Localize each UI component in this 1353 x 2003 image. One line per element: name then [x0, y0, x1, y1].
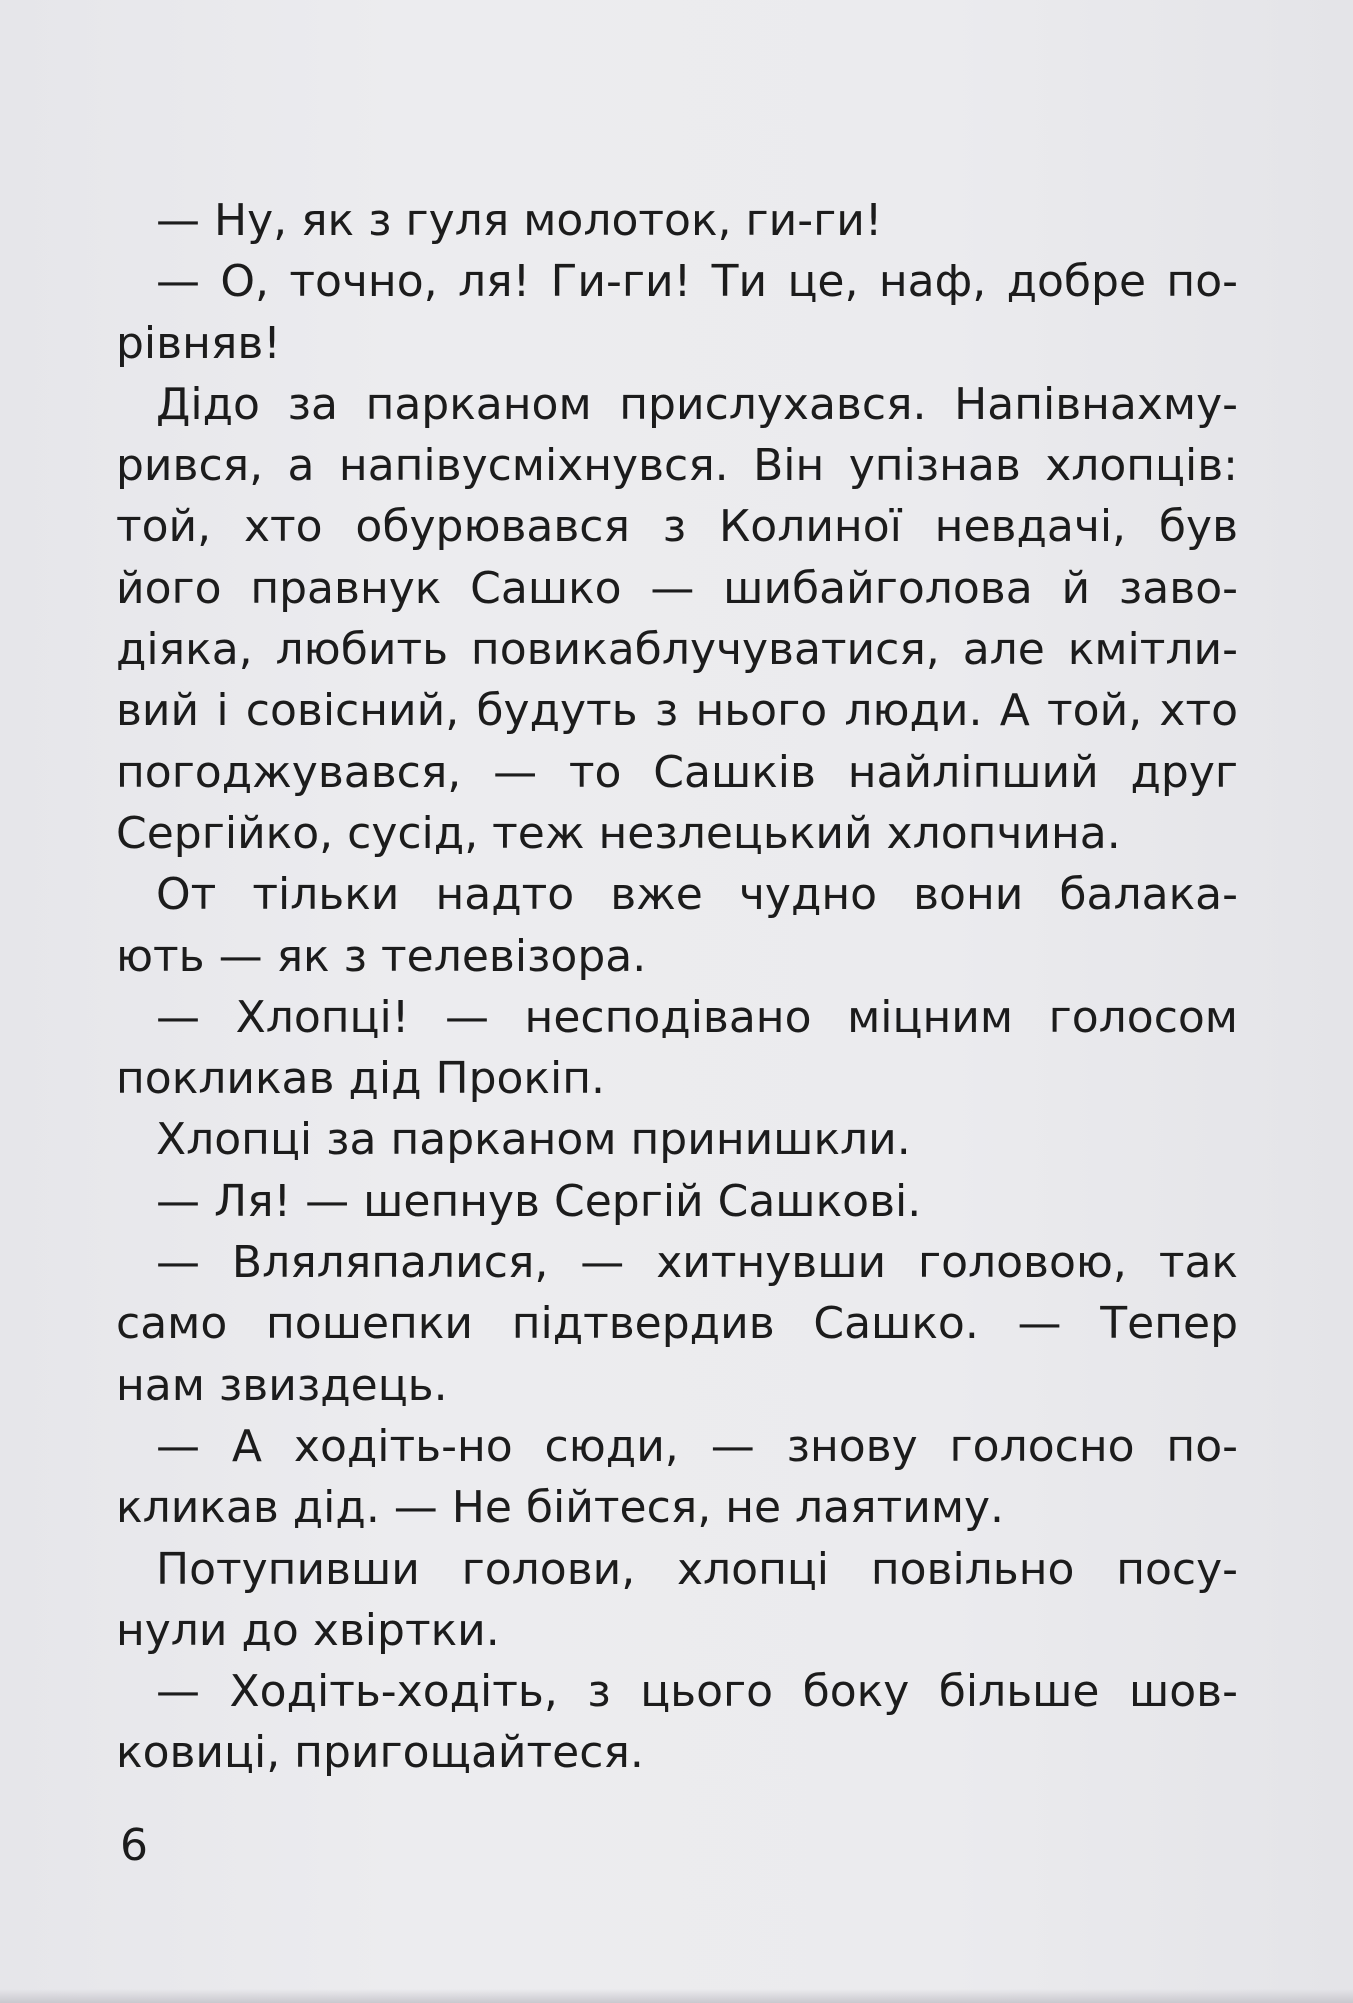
- text-line: — А ходіть-но сюди, — знову голосно по-: [156, 1420, 1238, 1472]
- text-line: Дідо за парканом прислухався. Напівнахму-: [156, 378, 1238, 430]
- text-line: — Вляляпалися, — хитнувши головою, так: [156, 1237, 1238, 1289]
- text-line: Хлопці за парканом принишкли.: [156, 1114, 911, 1166]
- page-number: 6: [120, 1820, 148, 1871]
- text-line: його правнук Сашко — шибайголова й заво-: [116, 562, 1238, 614]
- text-line: рився, а напівусміхнувся. Він упізнав хлопців:: [116, 440, 1238, 492]
- text-line: — Ну, як з гуля молоток, ги-ги!: [156, 195, 883, 246]
- text-line: — Ля! — шепнув Сергій Сашкові.: [156, 1175, 922, 1227]
- text-line: — О, точно, ля! Ги-ги! Ти це, наф, добре по-: [156, 256, 1238, 308]
- text-line: ковиці, пригощайтеся.: [116, 1727, 644, 1779]
- text-line: нам звиздець.: [116, 1359, 448, 1411]
- text-line: діяка, любить повикаблучуватися, але кмітли-: [116, 624, 1238, 676]
- page-text: [116, 190, 1238, 1784]
- text-line: погоджувався, — то Сашків найліпший друг: [116, 746, 1238, 798]
- text-line: рівняв!: [116, 317, 281, 369]
- text-line: Потупивши голови, хлопці повільно посу-: [156, 1543, 1238, 1595]
- text-line: само пошепки підтвердив Сашко. — Тепер: [116, 1298, 1238, 1350]
- text-line: вий і совісний, будуть з нього люди. А той, хто: [116, 685, 1238, 737]
- text-line: Сергійко, сусід, теж незлецький хлопчина.: [116, 807, 1121, 859]
- text-line: — Ходіть-ходіть, з цього боку більше шов-: [156, 1666, 1238, 1718]
- text-line: — Хлопці! — несподівано міцним голосом: [156, 991, 1238, 1043]
- text-line: От тільки надто вже чудно вони балака-: [156, 869, 1238, 921]
- text-line: ють — як з телевізора.: [116, 930, 647, 982]
- text-line: кликав дід. — Не бійтеся, не лаятиму.: [116, 1482, 1005, 1534]
- text-line: той, хто обурювався з Колиної невдачі, був: [116, 501, 1238, 553]
- text-line: нули до хвіртки.: [116, 1604, 500, 1656]
- text-line: покликав дід Прокіп.: [116, 1053, 605, 1105]
